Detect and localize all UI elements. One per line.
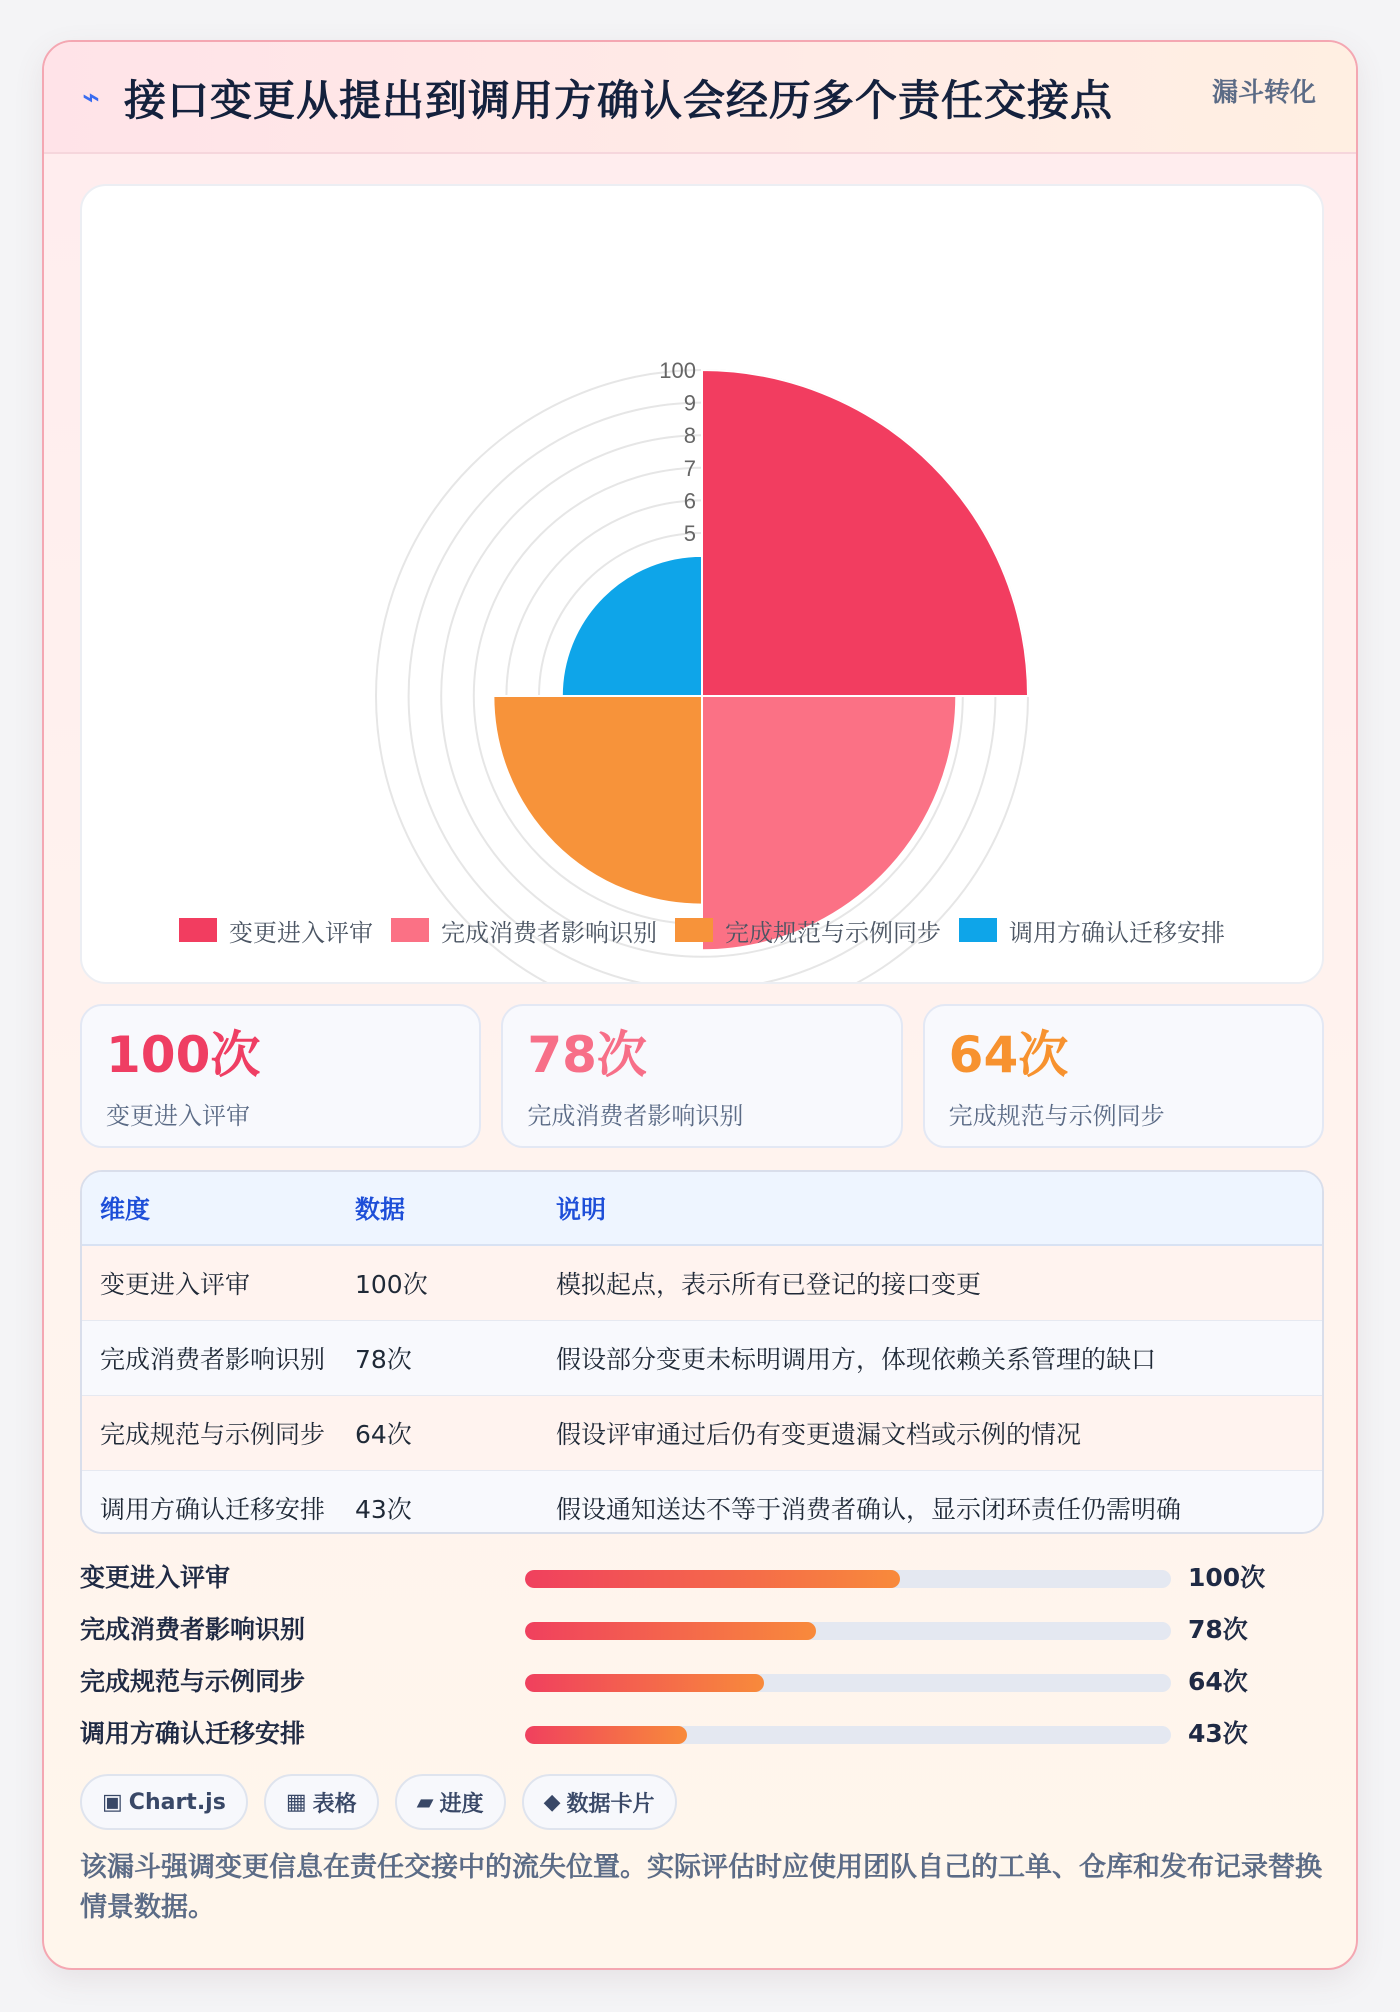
funnel-card	[42, 40, 1358, 1970]
tick-label: 100	[659, 358, 696, 383]
page-title: 接口变更从提出到调用方确认会经历多个责任交接点	[124, 76, 1114, 125]
stat-label: 完成规范与示例同步	[948, 1102, 1165, 1130]
polar-sector	[562, 556, 702, 696]
chart-panel	[80, 184, 1324, 984]
progress-row	[80, 1654, 1324, 1706]
table-cell: 假设评审通过后仍有变更遗漏文档或示例的情况	[556, 1396, 1322, 1471]
card-header	[44, 42, 1356, 154]
chip-data-card[interactable]	[522, 1774, 677, 1830]
table-icon: ▦	[285, 1789, 307, 1815]
table-cell: 78次	[355, 1321, 556, 1396]
chip-table[interactable]	[264, 1774, 379, 1830]
legend-swatch	[959, 918, 997, 942]
table-row	[82, 1471, 1322, 1535]
table-cell: 完成规范与示例同步	[82, 1396, 355, 1471]
chip-progress[interactable]	[395, 1774, 506, 1830]
tick-label: 8	[683, 423, 696, 449]
progress-label: 变更进入评审	[80, 1563, 231, 1592]
stat-value: 78次	[527, 1026, 647, 1084]
progress-row	[80, 1550, 1324, 1602]
chip-chartjs[interactable]	[80, 1774, 248, 1830]
tick-label: 5	[683, 521, 696, 546]
legend-label: 完成消费者影响识别	[441, 918, 657, 947]
legend-label: 变更进入评审	[229, 918, 373, 947]
progress-value: 78次	[1188, 1615, 1248, 1644]
progress-fill	[525, 1674, 764, 1692]
footnote: 该漏斗强调变更信息在责任交接中的流失位置。实际评估时应使用团队自己的工单、仓库和发布记录替换情景数据。	[80, 1852, 1322, 1923]
tick-label: 9	[683, 390, 696, 416]
table-cell: 假设部分变更未标明调用方，体现依赖关系管理的缺口	[556, 1321, 1322, 1396]
legend-item[interactable]	[959, 913, 1225, 948]
table-cell: 43次	[355, 1471, 556, 1535]
legend-label: 完成规范与示例同步	[725, 918, 941, 947]
chart-icon: ▣	[102, 1789, 123, 1815]
progress-list	[80, 1550, 1324, 1760]
chart-legend	[82, 910, 1322, 950]
progress-track	[525, 1622, 1171, 1640]
progress-icon: ▰	[416, 1789, 434, 1815]
stat-value: 64次	[948, 1026, 1069, 1084]
stat-label: 变更进入评审	[106, 1102, 250, 1130]
legend-label: 调用方确认迁移安排	[1009, 918, 1225, 947]
stat-cards	[80, 1004, 1324, 1148]
table-cell: 完成消费者影响识别	[82, 1321, 355, 1396]
chip-label: Chart.js	[128, 1789, 226, 1815]
progress-track	[525, 1726, 1171, 1744]
polar-sector	[493, 696, 702, 905]
feature-chips	[80, 1774, 677, 1834]
progress-track	[525, 1674, 1171, 1692]
legend-swatch	[391, 918, 429, 942]
stat-value: 100次	[106, 1026, 261, 1084]
progress-row	[80, 1602, 1324, 1654]
column-header: 维度	[82, 1172, 355, 1245]
chart-type-tag: 漏斗转化	[1211, 78, 1316, 108]
column-header: 数据	[355, 1172, 556, 1245]
legend-swatch	[675, 918, 713, 942]
data-table	[80, 1170, 1324, 1534]
legend-item[interactable]	[179, 913, 373, 948]
table-cell: 假设通知送达不等于消费者确认，显示闭环责任仍需明确	[556, 1471, 1322, 1535]
stat-card	[923, 1004, 1324, 1148]
table-cell: 变更进入评审	[82, 1245, 355, 1321]
legend-swatch	[179, 918, 217, 942]
stat-card	[501, 1004, 902, 1148]
polar-area-chart	[82, 186, 1322, 982]
progress-row	[80, 1706, 1324, 1758]
chip-label: 表格	[312, 1791, 357, 1817]
polar-sector	[702, 370, 1028, 696]
progress-track	[525, 1570, 1171, 1588]
progress-value: 43次	[1188, 1719, 1248, 1748]
table-row	[82, 1396, 1322, 1471]
table-cell: 64次	[355, 1396, 556, 1471]
stat-label: 完成消费者影响识别	[527, 1102, 744, 1130]
column-header: 说明	[556, 1172, 1322, 1245]
tick-label: 7	[683, 455, 696, 481]
chip-label: 数据卡片	[566, 1791, 655, 1817]
table-cell: 调用方确认迁移安排	[82, 1471, 355, 1535]
table-row	[82, 1245, 1322, 1321]
progress-label: 调用方确认迁移安排	[80, 1719, 306, 1748]
legend-item[interactable]	[391, 913, 657, 948]
progress-label: 完成规范与示例同步	[80, 1667, 306, 1696]
tick-label: 6	[683, 488, 696, 514]
lightning-icon: ⌁	[82, 80, 101, 115]
table-row	[82, 1321, 1322, 1396]
progress-value: 100次	[1188, 1563, 1266, 1592]
progress-value: 64次	[1188, 1667, 1248, 1696]
table-header-row	[82, 1172, 1322, 1245]
table-cell: 100次	[355, 1245, 556, 1321]
card-icon: ◆	[543, 1789, 561, 1815]
progress-fill	[525, 1622, 816, 1640]
progress-label: 完成消费者影响识别	[80, 1615, 306, 1644]
table-cell: 模拟起点，表示所有已登记的接口变更	[556, 1245, 1322, 1321]
legend-item[interactable]	[675, 913, 941, 948]
stat-card	[80, 1004, 481, 1148]
progress-fill	[525, 1726, 687, 1744]
progress-fill	[525, 1570, 900, 1588]
chip-label: 进度	[439, 1791, 484, 1817]
